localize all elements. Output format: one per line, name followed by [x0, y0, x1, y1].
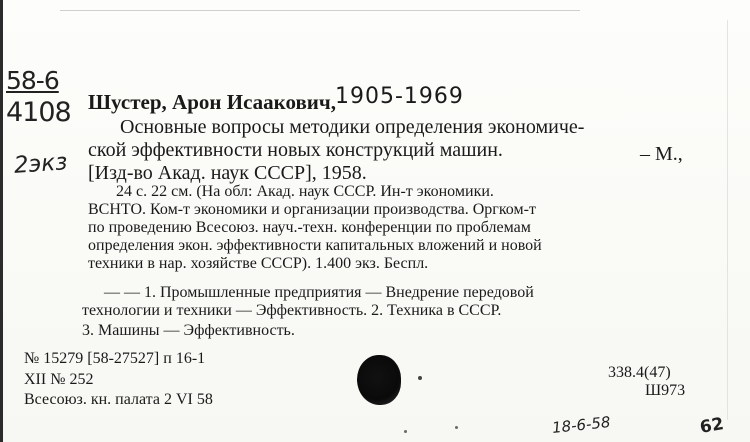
description-line: 24 с. 22 см. (На обл: Акад. наук СССР. Ин-т экономики.: [116, 183, 494, 200]
title-line: [Изд-во Акад. наук СССР], 1958.: [88, 162, 367, 184]
ink-speck: [455, 426, 458, 429]
description-line: определения экон. эффективности капитальных вложений и новой: [88, 237, 542, 254]
footer-series: ХII № 252: [24, 371, 94, 388]
punch-hole: [357, 355, 401, 405]
corner-mark: 62: [698, 414, 726, 438]
subject-line: технологии и техники — Эффективность. 2. Техника в СССР.: [82, 302, 502, 319]
udc-code: 338.4(47): [608, 364, 671, 381]
place-mark: – М.,: [640, 143, 683, 165]
ink-speck: [404, 430, 407, 433]
card-right-rule: [727, 20, 728, 420]
author-years: 1905-1969: [335, 84, 464, 109]
card-top-rule: [60, 10, 580, 11]
ink-dot: [418, 376, 422, 380]
footer-publisher: Всесоюз. кн. палата 2 VI 58: [24, 391, 213, 408]
author-heading: Шустер, Арон Исаакович,: [88, 90, 336, 114]
call-number-top: 58-6: [6, 66, 59, 95]
handwritten-date: 18-6-58: [551, 412, 612, 438]
card-left-edge: [0, 0, 3, 442]
title-line: ской эффективности новых конструкций машин.: [88, 139, 503, 161]
description-line: ВСНТО. Ком-т экономики и организации производства. Оргком-т: [88, 201, 536, 218]
subject-line: — — 1. Промышленные предприятия — Внедрение передовой: [104, 284, 534, 301]
description-line: по проведению Всесоюз. науч.-техн. конференции по проблемам: [88, 219, 531, 236]
title-line: Основные вопросы методики определения экономиче-: [120, 116, 585, 138]
footer-record-number: № 15279 [58-27527] п 16-1: [24, 350, 206, 367]
description-line: техники в нар. хозяйстве СССР). 1.400 экз. Беспл.: [88, 255, 429, 272]
author-mark: Ш973: [645, 382, 686, 399]
subject-line: 3. Машины — Эффективность.: [82, 322, 295, 339]
call-number-bottom: 4108: [6, 97, 71, 128]
copies-note: 2экз: [13, 149, 69, 179]
